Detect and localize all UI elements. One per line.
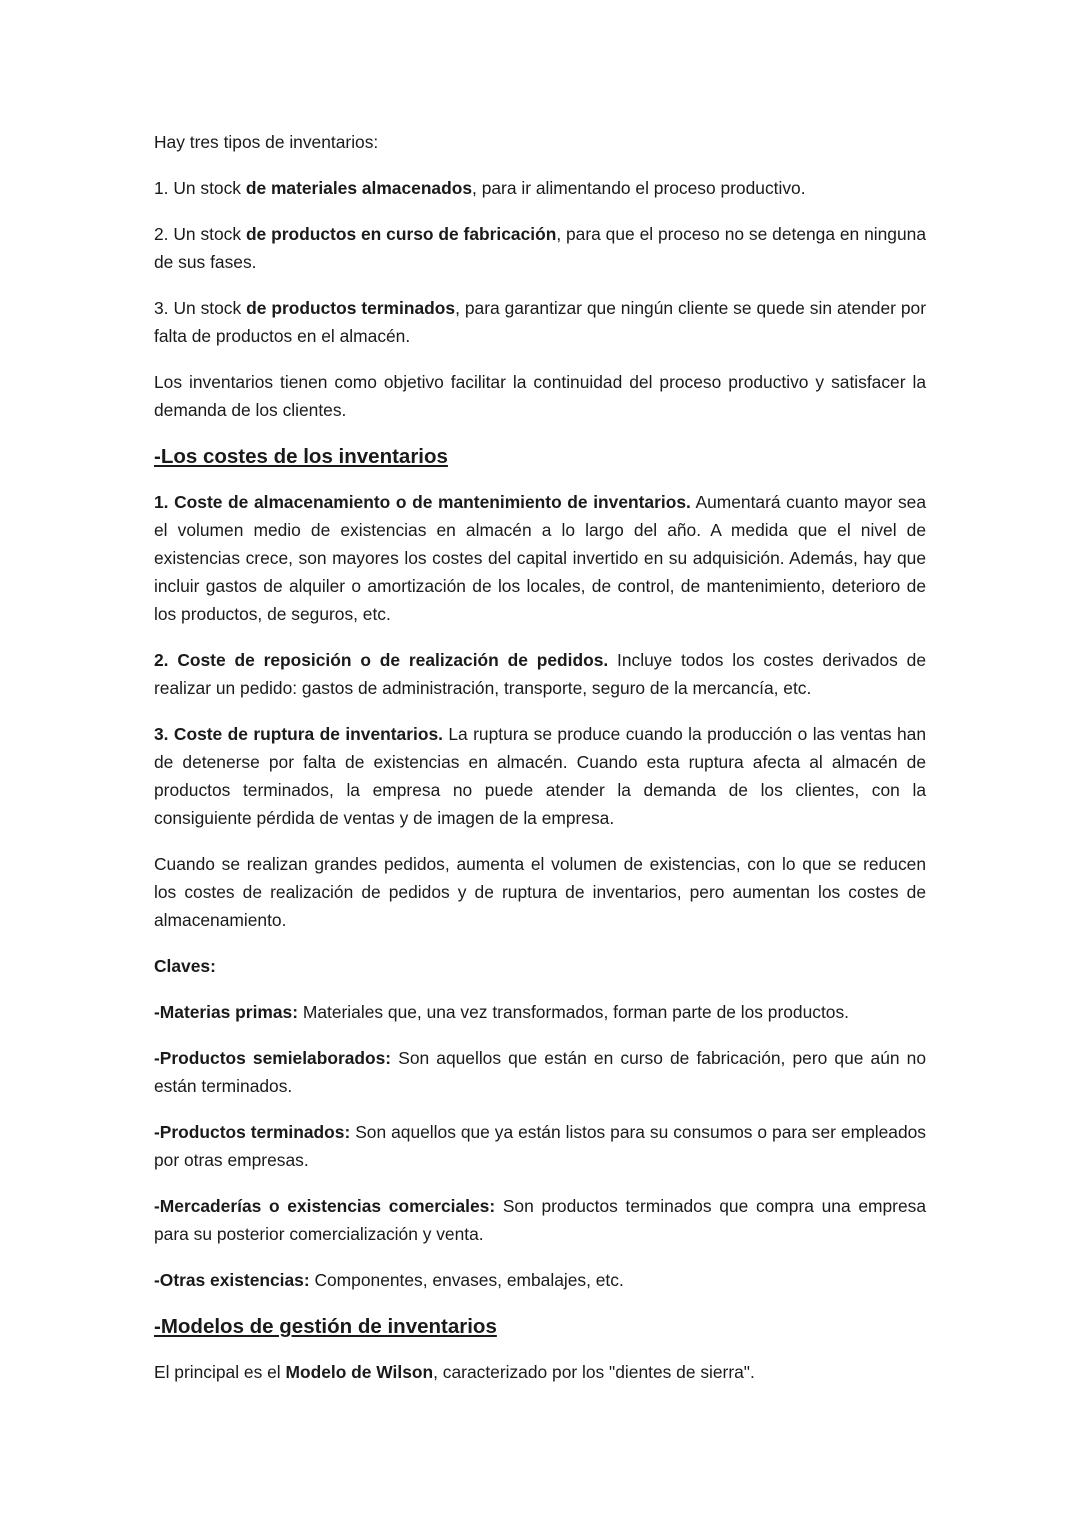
cost-item-2: 2. Coste de reposición o de realización de pedidos. Incluye todos los costes derivados de realizar un pedido: gastos de administración, transporte, seguro de la mercancía, etc. <box>154 650 926 698</box>
key-item-other: -Otras existencias: Componentes, envases, embalajes, etc. <box>154 1270 624 1290</box>
costs-heading: -Los costes de los inventarios <box>154 445 448 468</box>
key-item-semi-finished: -Productos semielaborados: Son aquellos que están en curso de fabricación, pero que aún no están terminados. <box>154 1048 927 1096</box>
inventory-type-2: 2. Un stock de productos en curso de fabricación, para que el proceso no se detenga en ninguna de sus fases. <box>154 224 926 272</box>
key-item-finished: -Productos terminados: Son aquellos que ya están listos para su consumos o para ser empleados por otras empresas. <box>154 1122 926 1170</box>
cost-item-3: 3. Coste de ruptura de inventarios. La ruptura se produce cuando la producción o las ventas han de detenerse por falta de existencias en almacén. Cuando esta ruptura afecta al almacén de productos terminados, la empresa no puede atender la demanda de los clientes, con la consiguiente pérdida de ventas y de imagen de la empresa. <box>154 724 927 828</box>
objective-paragraph: Los inventarios tienen como objetivo facilitar la continuidad del proceso productivo y satisfacer la demanda de los clientes. <box>154 372 926 420</box>
key-item-raw-materials: -Materias primas: Materiales que, una vez transformados, forman parte de los productos. <box>154 1002 850 1022</box>
large-orders-paragraph: Cuando se realizan grandes pedidos, aumenta el volumen de existencias, con lo que se reducen los costes de realización de pedidos y de ruptura de inventarios, pero aumentan los costes de almacenamiento. <box>154 854 926 930</box>
inventory-type-3: 3. Un stock de productos terminados, para garantizar que ningún cliente se quede sin atender por falta de productos en el almacén. <box>154 298 927 346</box>
cost-item-1: 1. Coste de almacenamiento o de mantenimiento de inventarios. Aumentará cuanto mayor sea el volumen medio de existencias en almacén a lo largo del año. A medida que el nivel de existencias crece, son mayores los costes del capital invertido en su adquisición. Además, hay que incluir gastos de alquiler o amortización de los locales, de control, de mantenimiento, deterioro de los productos, de seguros, etc. <box>154 492 926 624</box>
models-heading: -Modelos de gestión de inventarios <box>154 1315 497 1338</box>
keys-label: Claves: <box>154 956 216 976</box>
document-page <box>154 128 926 1404</box>
wilson-paragraph: El principal es el Modelo de Wilson, caracterizado por los "dientes de sierra". <box>154 1362 755 1382</box>
intro-paragraph: Hay tres tipos de inventarios: <box>154 132 379 152</box>
key-item-merchandise: -Mercaderías o existencias comerciales: Son productos terminados que compra una empresa para su posterior comercialización y venta. <box>154 1196 926 1244</box>
inventory-type-1: 1. Un stock de materiales almacenados, para ir alimentando el proceso productivo. <box>154 178 806 198</box>
